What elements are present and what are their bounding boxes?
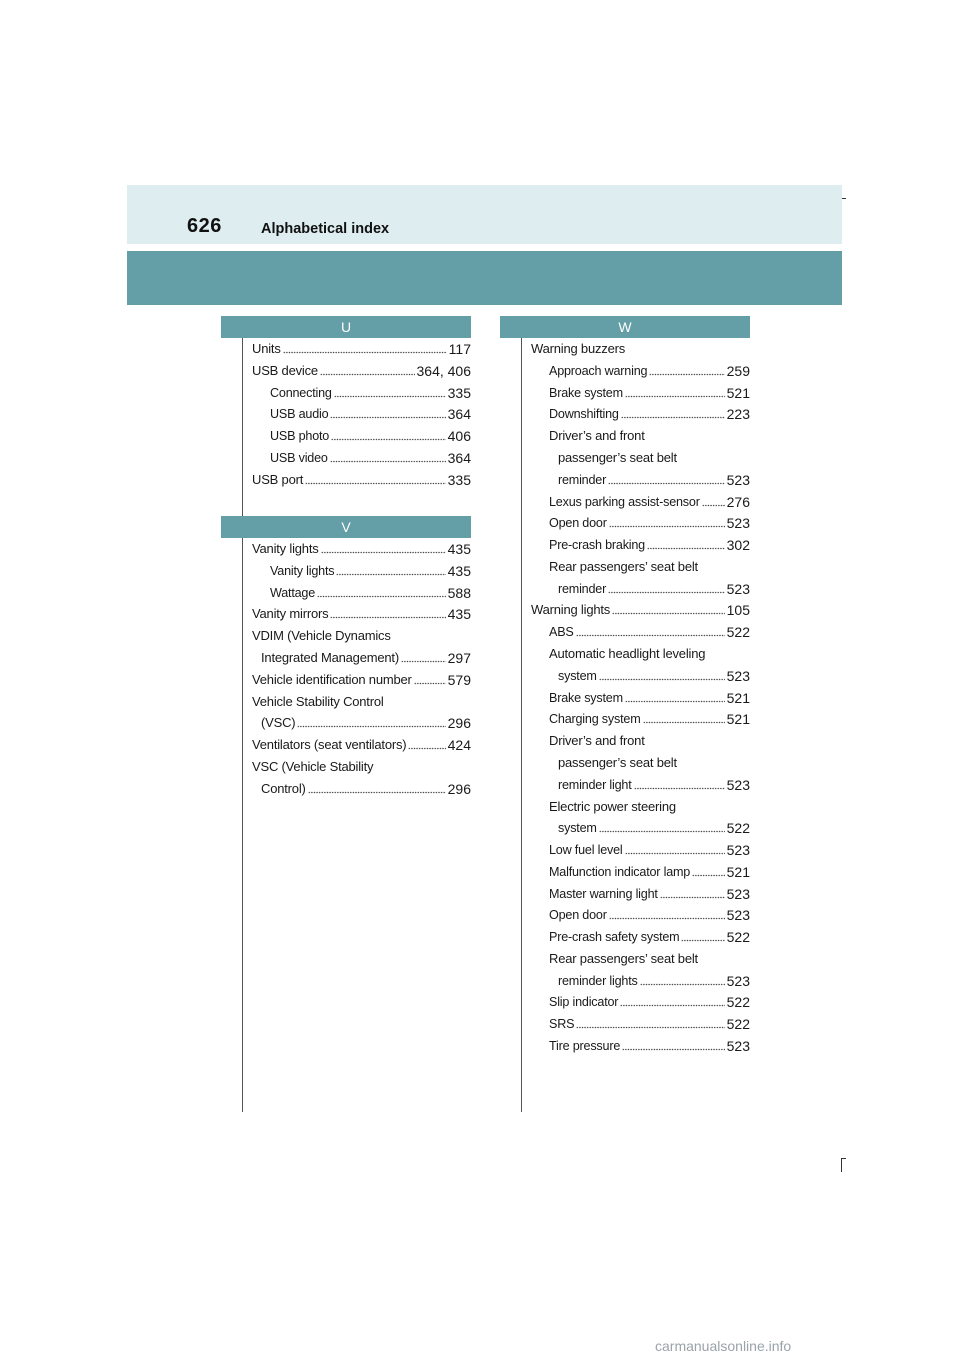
- page-ref: 588: [447, 585, 471, 601]
- index-subentry: USB video 364: [270, 450, 471, 466]
- index-subentry-continued: system 523: [558, 668, 750, 684]
- page-ref: 364: [447, 406, 471, 422]
- index-entry-continued: Control) 296: [261, 781, 471, 797]
- index-subentry-continued: passenger’s seat belt: [558, 450, 677, 465]
- index-entry: Units 117: [252, 341, 471, 357]
- page-ref: 435: [447, 541, 471, 557]
- page-ref: 523: [726, 777, 750, 793]
- index-subentry-continued: system 522: [558, 820, 750, 836]
- page-ref: 523: [726, 886, 750, 902]
- page-ref: 523: [726, 907, 750, 923]
- index-subentry: Tire pressure 523: [549, 1038, 750, 1054]
- page-ref: 364, 406: [416, 363, 471, 379]
- page-ref: 296: [447, 715, 471, 731]
- page-ref: 523: [726, 515, 750, 531]
- index-subentry-continued: reminder light 523: [558, 777, 750, 793]
- index-subentry: Driver’s and front: [549, 428, 645, 443]
- index-entry-continued: (VSC) 296: [261, 715, 471, 731]
- page-ref: 424: [447, 737, 471, 753]
- index-entry: USB device 364, 406: [252, 363, 471, 379]
- page-ref: 435: [447, 563, 471, 579]
- header-band: [127, 251, 842, 305]
- crop-mark-bottom-right: [841, 1158, 842, 1172]
- page-ref: 297: [447, 650, 471, 666]
- page-header: [127, 185, 842, 244]
- index-entry: VDIM (Vehicle Dynamics: [252, 628, 391, 643]
- section-header-w: W: [500, 316, 750, 338]
- page-ref: 522: [726, 820, 750, 836]
- page-ref: 522: [726, 929, 750, 945]
- index-entry: Warning lights 105: [531, 602, 750, 618]
- page-ref: 522: [726, 624, 750, 640]
- index-subentry: Pre-crash safety system 522: [549, 929, 750, 945]
- index-subentry: Brake system 521: [549, 690, 750, 706]
- page-ref: 522: [726, 994, 750, 1010]
- page-ref: 335: [447, 472, 471, 488]
- page-ref: 523: [726, 668, 750, 684]
- index-entry-continued: Integrated Management) 297: [261, 650, 471, 666]
- index-subentry: Master warning light 523: [549, 886, 750, 902]
- page-number: 626: [187, 215, 222, 237]
- index-subentry: Pre-crash braking 302: [549, 537, 750, 553]
- index-subentry: Malfunction indicator lamp 521: [549, 864, 750, 880]
- index-subentry: Vanity lights 435: [270, 563, 471, 579]
- page-ref: 276: [726, 494, 750, 510]
- crop-mark-bottom-right-foot: [841, 1158, 846, 1159]
- index-subentry: Driver’s and front: [549, 733, 645, 748]
- index-subentry-continued: reminder 523: [558, 581, 750, 597]
- index-subentry: USB audio 364: [270, 406, 471, 422]
- index-entry: Vehicle Stability Control: [252, 694, 384, 709]
- index-entry: Ventilators (seat ventilators) 424: [252, 737, 471, 753]
- index-subentry: Rear passengers’ seat belt: [549, 951, 698, 966]
- index-entry: Vanity mirrors 435: [252, 606, 471, 622]
- page-ref: 521: [726, 711, 750, 727]
- index-subentry: Low fuel level 523: [549, 842, 750, 858]
- page-ref: 364: [447, 450, 471, 466]
- page-ref: 117: [448, 341, 471, 357]
- index-subentry: USB photo 406: [270, 428, 471, 444]
- index-entry: VSC (Vehicle Stability: [252, 759, 374, 774]
- page-ref: 523: [726, 472, 750, 488]
- page-ref: 521: [726, 690, 750, 706]
- index-subentry: Charging system 521: [549, 711, 750, 727]
- page-ref: 522: [726, 1016, 750, 1032]
- page-ref: 223: [726, 406, 750, 422]
- index-entry: Vanity lights 435: [252, 541, 471, 557]
- index-subentry-continued: reminder 523: [558, 472, 750, 488]
- page-ref: 521: [726, 385, 750, 401]
- index-subentry: Automatic headlight leveling: [549, 646, 706, 661]
- page-ref: 259: [726, 363, 750, 379]
- index-subentry: Slip indicator 522: [549, 994, 750, 1010]
- section-header-v: V: [221, 516, 471, 538]
- index-subentry: Lexus parking assist-sensor 276: [549, 494, 750, 510]
- page-ref: 302: [726, 537, 750, 553]
- page-ref: 521: [726, 864, 750, 880]
- index-subentry: Open door 523: [549, 907, 750, 923]
- column-rule-right: [521, 338, 522, 1112]
- index-subentry: Electric power steering: [549, 799, 676, 814]
- index-subentry: Rear passengers’ seat belt: [549, 559, 698, 574]
- page-ref: 105: [726, 602, 750, 618]
- page-ref: 523: [726, 842, 750, 858]
- index-subentry: Connecting 335: [270, 385, 471, 401]
- section-header-u: U: [221, 316, 471, 338]
- page-ref: 523: [726, 973, 750, 989]
- index-subentry: Downshifting 223: [549, 406, 750, 422]
- index-subentry: Approach warning 259: [549, 363, 750, 379]
- index-subentry-continued: reminder lights 523: [558, 973, 750, 989]
- page-ref: 296: [447, 781, 471, 797]
- page-ref: 435: [447, 606, 471, 622]
- index-entry: Warning buzzers: [531, 341, 626, 356]
- index-subentry-continued: passenger’s seat belt: [558, 755, 677, 770]
- page-ref: 406: [447, 428, 471, 444]
- index-subentry: SRS 522: [549, 1016, 750, 1032]
- index-subentry: ABS 522: [549, 624, 750, 640]
- index-subentry: Open door 523: [549, 515, 750, 531]
- page-ref: 579: [447, 672, 471, 688]
- index-subentry: Brake system 521: [549, 385, 750, 401]
- watermark: carmanualsonline.info: [655, 1338, 792, 1354]
- index-entry: Vehicle identification number 579: [252, 672, 471, 688]
- page-ref: 523: [726, 581, 750, 597]
- page-ref: 335: [447, 385, 471, 401]
- index-entry: USB port 335: [252, 472, 471, 488]
- column-rule-left: [242, 338, 243, 1112]
- page-title: Alphabetical index: [261, 221, 390, 237]
- index-subentry: Wattage 588: [270, 585, 471, 601]
- page-ref: 523: [726, 1038, 750, 1054]
